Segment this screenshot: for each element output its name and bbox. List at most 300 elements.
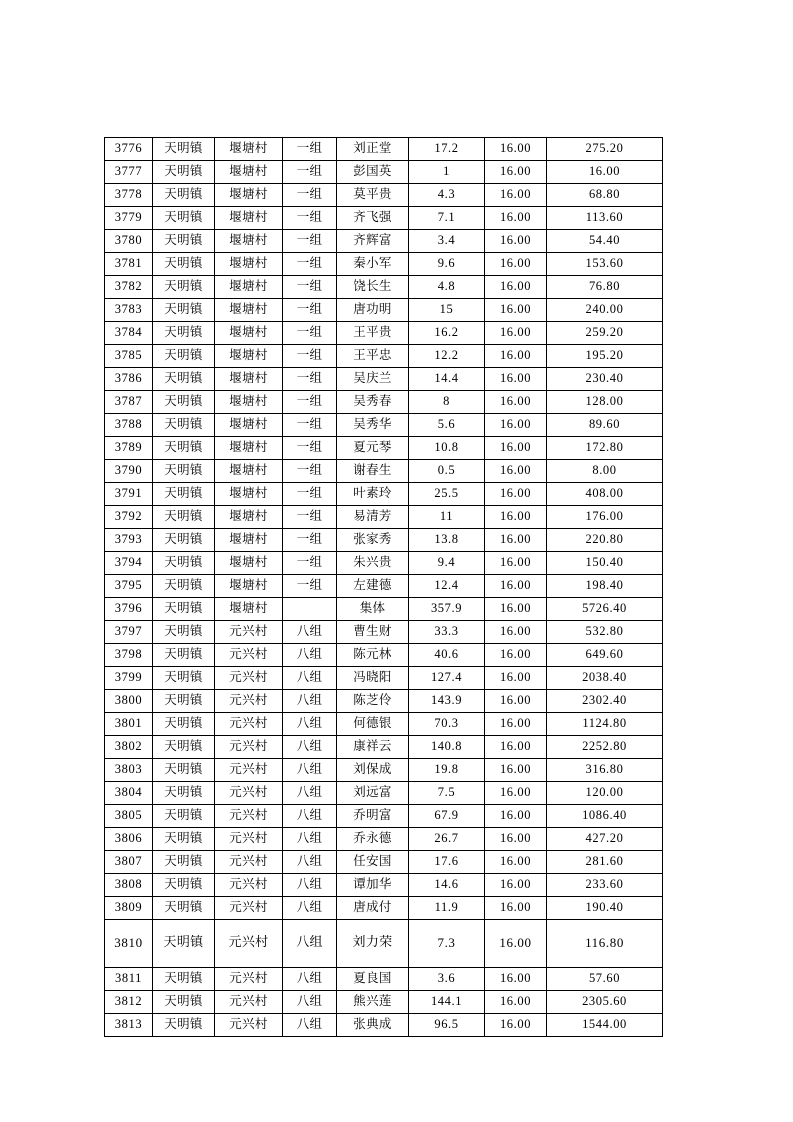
row-area: 15 <box>409 299 485 322</box>
row-village: 元兴村 <box>215 736 283 759</box>
row-village: 元兴村 <box>215 713 283 736</box>
row-amount: 1544.00 <box>547 1014 663 1037</box>
row-id: 3794 <box>105 552 153 575</box>
row-rate: 16.00 <box>485 1014 547 1037</box>
table-row <box>105 460 663 483</box>
row-name: 秦小军 <box>337 253 409 276</box>
row-group: 一组 <box>283 391 337 414</box>
row-town: 天明镇 <box>153 851 215 874</box>
row-name: 夏良国 <box>337 968 409 991</box>
row-town: 天明镇 <box>153 736 215 759</box>
row-area: 0.5 <box>409 460 485 483</box>
row-area: 12.4 <box>409 575 485 598</box>
row-village: 元兴村 <box>215 897 283 920</box>
row-name: 陈元林 <box>337 644 409 667</box>
row-area: 14.4 <box>409 368 485 391</box>
row-name: 冯晓阳 <box>337 667 409 690</box>
row-id: 3797 <box>105 621 153 644</box>
row-area: 140.8 <box>409 736 485 759</box>
row-area: 17.2 <box>409 138 485 161</box>
row-id: 3796 <box>105 598 153 621</box>
row-amount: 649.60 <box>547 644 663 667</box>
row-rate: 16.00 <box>485 968 547 991</box>
table-row <box>105 874 663 897</box>
row-village: 元兴村 <box>215 828 283 851</box>
row-area: 357.9 <box>409 598 485 621</box>
table-row <box>105 968 663 991</box>
row-rate: 16.00 <box>485 713 547 736</box>
row-town: 天明镇 <box>153 253 215 276</box>
row-name: 夏元琴 <box>337 437 409 460</box>
row-area: 143.9 <box>409 690 485 713</box>
row-town: 天明镇 <box>153 184 215 207</box>
row-name: 叶素玲 <box>337 483 409 506</box>
row-id: 3784 <box>105 322 153 345</box>
table-row <box>105 161 663 184</box>
row-rate: 16.00 <box>485 161 547 184</box>
row-name: 唐功明 <box>337 299 409 322</box>
row-name: 熊兴莲 <box>337 991 409 1014</box>
row-group: 八组 <box>283 667 337 690</box>
row-town: 天明镇 <box>153 805 215 828</box>
row-group: 八组 <box>283 1014 337 1037</box>
row-group: 一组 <box>283 230 337 253</box>
row-group: 一组 <box>283 460 337 483</box>
row-amount: 128.00 <box>547 391 663 414</box>
row-town: 天明镇 <box>153 391 215 414</box>
row-group: 八组 <box>283 759 337 782</box>
row-village: 元兴村 <box>215 851 283 874</box>
row-name: 乔永德 <box>337 828 409 851</box>
row-id: 3780 <box>105 230 153 253</box>
row-rate: 16.00 <box>485 276 547 299</box>
row-town: 天明镇 <box>153 828 215 851</box>
table-row <box>105 414 663 437</box>
row-village: 堰塘村 <box>215 345 283 368</box>
row-area: 1 <box>409 161 485 184</box>
row-group: 八组 <box>283 920 337 968</box>
row-town: 天明镇 <box>153 552 215 575</box>
row-village: 元兴村 <box>215 805 283 828</box>
row-town: 天明镇 <box>153 575 215 598</box>
row-amount: 2038.40 <box>547 667 663 690</box>
row-id: 3777 <box>105 161 153 184</box>
row-id: 3785 <box>105 345 153 368</box>
row-group: 一组 <box>283 345 337 368</box>
row-rate: 16.00 <box>485 184 547 207</box>
table-row <box>105 667 663 690</box>
row-amount: 172.80 <box>547 437 663 460</box>
row-area: 11 <box>409 506 485 529</box>
row-village: 堰塘村 <box>215 207 283 230</box>
row-group: 一组 <box>283 299 337 322</box>
row-area: 144.1 <box>409 991 485 1014</box>
row-amount: 195.20 <box>547 345 663 368</box>
row-rate: 16.00 <box>485 460 547 483</box>
row-group: 一组 <box>283 483 337 506</box>
row-village: 元兴村 <box>215 968 283 991</box>
row-area: 4.3 <box>409 184 485 207</box>
row-town: 天明镇 <box>153 345 215 368</box>
row-town: 天明镇 <box>153 437 215 460</box>
row-area: 14.6 <box>409 874 485 897</box>
row-rate: 16.00 <box>485 299 547 322</box>
row-id: 3779 <box>105 207 153 230</box>
row-village: 堰塘村 <box>215 437 283 460</box>
row-town: 天明镇 <box>153 299 215 322</box>
table-row <box>105 713 663 736</box>
row-amount: 1086.40 <box>547 805 663 828</box>
row-amount: 2302.40 <box>547 690 663 713</box>
row-rate: 16.00 <box>485 782 547 805</box>
table-row <box>105 529 663 552</box>
row-name: 张典成 <box>337 1014 409 1037</box>
table-row <box>105 690 663 713</box>
row-group: 八组 <box>283 851 337 874</box>
row-rate: 16.00 <box>485 667 547 690</box>
row-name: 何德银 <box>337 713 409 736</box>
row-town: 天明镇 <box>153 368 215 391</box>
table-row <box>105 391 663 414</box>
row-name: 易清芳 <box>337 506 409 529</box>
row-rate: 16.00 <box>485 920 547 968</box>
row-group: 一组 <box>283 207 337 230</box>
row-amount: 233.60 <box>547 874 663 897</box>
row-id: 3792 <box>105 506 153 529</box>
row-village: 元兴村 <box>215 782 283 805</box>
table-row <box>105 897 663 920</box>
row-id: 3806 <box>105 828 153 851</box>
row-area: 17.6 <box>409 851 485 874</box>
table-row <box>105 759 663 782</box>
row-village: 堰塘村 <box>215 253 283 276</box>
row-village: 堰塘村 <box>215 184 283 207</box>
row-village: 堰塘村 <box>215 230 283 253</box>
row-town: 天明镇 <box>153 414 215 437</box>
table-row <box>105 299 663 322</box>
row-group: 八组 <box>283 968 337 991</box>
row-area: 4.8 <box>409 276 485 299</box>
row-area: 12.2 <box>409 345 485 368</box>
table-row <box>105 138 663 161</box>
row-area: 40.6 <box>409 644 485 667</box>
row-id: 3813 <box>105 1014 153 1037</box>
row-group: 八组 <box>283 828 337 851</box>
row-village: 堰塘村 <box>215 161 283 184</box>
row-village: 元兴村 <box>215 690 283 713</box>
row-name: 刘远富 <box>337 782 409 805</box>
row-amount: 408.00 <box>547 483 663 506</box>
row-name: 吴庆兰 <box>337 368 409 391</box>
row-group: 八组 <box>283 713 337 736</box>
row-village: 元兴村 <box>215 667 283 690</box>
row-village: 堰塘村 <box>215 322 283 345</box>
row-amount: 240.00 <box>547 299 663 322</box>
row-group: 八组 <box>283 991 337 1014</box>
row-area: 33.3 <box>409 621 485 644</box>
row-amount: 427.20 <box>547 828 663 851</box>
row-area: 9.6 <box>409 253 485 276</box>
row-group: 一组 <box>283 552 337 575</box>
row-name: 陈芝伶 <box>337 690 409 713</box>
row-id: 3811 <box>105 968 153 991</box>
row-group: 一组 <box>283 161 337 184</box>
row-village: 元兴村 <box>215 644 283 667</box>
table-row <box>105 575 663 598</box>
row-amount: 16.00 <box>547 161 663 184</box>
row-village: 堰塘村 <box>215 598 283 621</box>
row-rate: 16.00 <box>485 575 547 598</box>
table-row <box>105 782 663 805</box>
row-amount: 220.80 <box>547 529 663 552</box>
row-area: 19.8 <box>409 759 485 782</box>
row-id: 3810 <box>105 920 153 968</box>
row-area: 26.7 <box>409 828 485 851</box>
row-rate: 16.00 <box>485 644 547 667</box>
row-name: 吴秀春 <box>337 391 409 414</box>
row-id: 3790 <box>105 460 153 483</box>
row-village: 元兴村 <box>215 621 283 644</box>
table-row <box>105 805 663 828</box>
row-group: 八组 <box>283 736 337 759</box>
row-amount: 190.40 <box>547 897 663 920</box>
row-amount: 76.80 <box>547 276 663 299</box>
row-rate: 16.00 <box>485 345 547 368</box>
row-group: 一组 <box>283 138 337 161</box>
row-amount: 259.20 <box>547 322 663 345</box>
row-rate: 16.00 <box>485 552 547 575</box>
row-village: 堰塘村 <box>215 506 283 529</box>
table-row <box>105 437 663 460</box>
row-id: 3812 <box>105 991 153 1014</box>
table-row <box>105 253 663 276</box>
table-row <box>105 345 663 368</box>
row-area: 16.2 <box>409 322 485 345</box>
row-rate: 16.00 <box>485 828 547 851</box>
table-row <box>105 991 663 1014</box>
row-id: 3801 <box>105 713 153 736</box>
row-group: 八组 <box>283 874 337 897</box>
row-village: 元兴村 <box>215 874 283 897</box>
row-group: 一组 <box>283 184 337 207</box>
row-area: 8 <box>409 391 485 414</box>
row-group: 一组 <box>283 253 337 276</box>
table-row <box>105 644 663 667</box>
table-row <box>105 506 663 529</box>
row-village: 堰塘村 <box>215 460 283 483</box>
row-area: 11.9 <box>409 897 485 920</box>
row-area: 7.3 <box>409 920 485 968</box>
row-area: 25.5 <box>409 483 485 506</box>
row-rate: 16.00 <box>485 483 547 506</box>
row-name: 集体 <box>337 598 409 621</box>
row-area: 7.5 <box>409 782 485 805</box>
row-id: 3786 <box>105 368 153 391</box>
row-village: 堰塘村 <box>215 138 283 161</box>
row-amount: 68.80 <box>547 184 663 207</box>
row-group: 一组 <box>283 437 337 460</box>
row-amount: 316.80 <box>547 759 663 782</box>
table-row <box>105 276 663 299</box>
row-group: 一组 <box>283 575 337 598</box>
row-area: 5.6 <box>409 414 485 437</box>
row-amount: 2252.80 <box>547 736 663 759</box>
row-id: 3798 <box>105 644 153 667</box>
row-town: 天明镇 <box>153 874 215 897</box>
table-row <box>105 920 663 968</box>
row-name: 王平贵 <box>337 322 409 345</box>
table-row <box>105 483 663 506</box>
row-area: 7.1 <box>409 207 485 230</box>
row-rate: 16.00 <box>485 391 547 414</box>
table-row <box>105 207 663 230</box>
row-town: 天明镇 <box>153 483 215 506</box>
row-town: 天明镇 <box>153 276 215 299</box>
row-rate: 16.00 <box>485 253 547 276</box>
row-rate: 16.00 <box>485 598 547 621</box>
row-area: 10.8 <box>409 437 485 460</box>
row-area: 70.3 <box>409 713 485 736</box>
row-rate: 16.00 <box>485 230 547 253</box>
row-village: 堰塘村 <box>215 368 283 391</box>
row-amount: 120.00 <box>547 782 663 805</box>
row-town: 天明镇 <box>153 920 215 968</box>
row-name: 唐成付 <box>337 897 409 920</box>
row-rate: 16.00 <box>485 759 547 782</box>
row-amount: 57.60 <box>547 968 663 991</box>
row-area: 127.4 <box>409 667 485 690</box>
row-village: 堰塘村 <box>215 483 283 506</box>
row-amount: 198.40 <box>547 575 663 598</box>
row-group: 一组 <box>283 276 337 299</box>
row-id: 3800 <box>105 690 153 713</box>
row-area: 9.4 <box>409 552 485 575</box>
row-amount: 116.80 <box>547 920 663 968</box>
row-amount: 8.00 <box>547 460 663 483</box>
row-id: 3778 <box>105 184 153 207</box>
row-id: 3809 <box>105 897 153 920</box>
row-group: 八组 <box>283 644 337 667</box>
row-town: 天明镇 <box>153 460 215 483</box>
row-village: 元兴村 <box>215 991 283 1014</box>
row-village: 堰塘村 <box>215 414 283 437</box>
row-amount: 153.60 <box>547 253 663 276</box>
row-village: 堰塘村 <box>215 276 283 299</box>
row-town: 天明镇 <box>153 759 215 782</box>
table-row <box>105 851 663 874</box>
row-id: 3791 <box>105 483 153 506</box>
row-town: 天明镇 <box>153 897 215 920</box>
row-name: 刘保成 <box>337 759 409 782</box>
row-town: 天明镇 <box>153 644 215 667</box>
row-amount: 275.20 <box>547 138 663 161</box>
row-group: 一组 <box>283 506 337 529</box>
row-town: 天明镇 <box>153 138 215 161</box>
row-id: 3781 <box>105 253 153 276</box>
table-row <box>105 184 663 207</box>
row-area: 67.9 <box>409 805 485 828</box>
row-town: 天明镇 <box>153 322 215 345</box>
row-id: 3788 <box>105 414 153 437</box>
row-amount: 281.60 <box>547 851 663 874</box>
row-town: 天明镇 <box>153 207 215 230</box>
row-name: 乔明富 <box>337 805 409 828</box>
row-town: 天明镇 <box>153 968 215 991</box>
table-row <box>105 368 663 391</box>
row-group: 一组 <box>283 322 337 345</box>
row-rate: 16.00 <box>485 621 547 644</box>
row-group: 一组 <box>283 414 337 437</box>
table-row <box>105 621 663 644</box>
row-name: 彭国英 <box>337 161 409 184</box>
table-row <box>105 322 663 345</box>
row-rate: 16.00 <box>485 529 547 552</box>
row-id: 3795 <box>105 575 153 598</box>
row-rate: 16.00 <box>485 897 547 920</box>
row-name: 王平忠 <box>337 345 409 368</box>
row-rate: 16.00 <box>485 851 547 874</box>
table-row <box>105 598 663 621</box>
row-group: 八组 <box>283 805 337 828</box>
row-amount: 89.60 <box>547 414 663 437</box>
row-town: 天明镇 <box>153 230 215 253</box>
row-area: 3.6 <box>409 968 485 991</box>
row-town: 天明镇 <box>153 621 215 644</box>
row-id: 3804 <box>105 782 153 805</box>
row-id: 3805 <box>105 805 153 828</box>
row-village: 堰塘村 <box>215 575 283 598</box>
row-amount: 113.60 <box>547 207 663 230</box>
row-amount: 2305.60 <box>547 991 663 1014</box>
table-row <box>105 828 663 851</box>
row-id: 3808 <box>105 874 153 897</box>
row-group: 八组 <box>283 621 337 644</box>
row-town: 天明镇 <box>153 713 215 736</box>
row-name: 饶长生 <box>337 276 409 299</box>
row-name: 任安国 <box>337 851 409 874</box>
row-rate: 16.00 <box>485 414 547 437</box>
row-village: 元兴村 <box>215 1014 283 1037</box>
table-row <box>105 230 663 253</box>
row-village: 堰塘村 <box>215 391 283 414</box>
row-name: 刘正堂 <box>337 138 409 161</box>
row-area: 13.8 <box>409 529 485 552</box>
row-rate: 16.00 <box>485 368 547 391</box>
row-amount: 176.00 <box>547 506 663 529</box>
row-rate: 16.00 <box>485 437 547 460</box>
row-amount: 1124.80 <box>547 713 663 736</box>
row-name: 刘力荣 <box>337 920 409 968</box>
row-rate: 16.00 <box>485 506 547 529</box>
row-group: 一组 <box>283 368 337 391</box>
compensation-table <box>104 137 663 1037</box>
row-rate: 16.00 <box>485 991 547 1014</box>
row-id: 3799 <box>105 667 153 690</box>
row-amount: 5726.40 <box>547 598 663 621</box>
row-town: 天明镇 <box>153 529 215 552</box>
table-row <box>105 1014 663 1037</box>
row-name: 谭加华 <box>337 874 409 897</box>
row-name: 康祥云 <box>337 736 409 759</box>
row-name: 吴秀华 <box>337 414 409 437</box>
row-amount: 230.40 <box>547 368 663 391</box>
row-rate: 16.00 <box>485 736 547 759</box>
row-name: 左建德 <box>337 575 409 598</box>
row-area: 3.4 <box>409 230 485 253</box>
row-group <box>283 598 337 621</box>
row-id: 3789 <box>105 437 153 460</box>
row-village: 堰塘村 <box>215 299 283 322</box>
